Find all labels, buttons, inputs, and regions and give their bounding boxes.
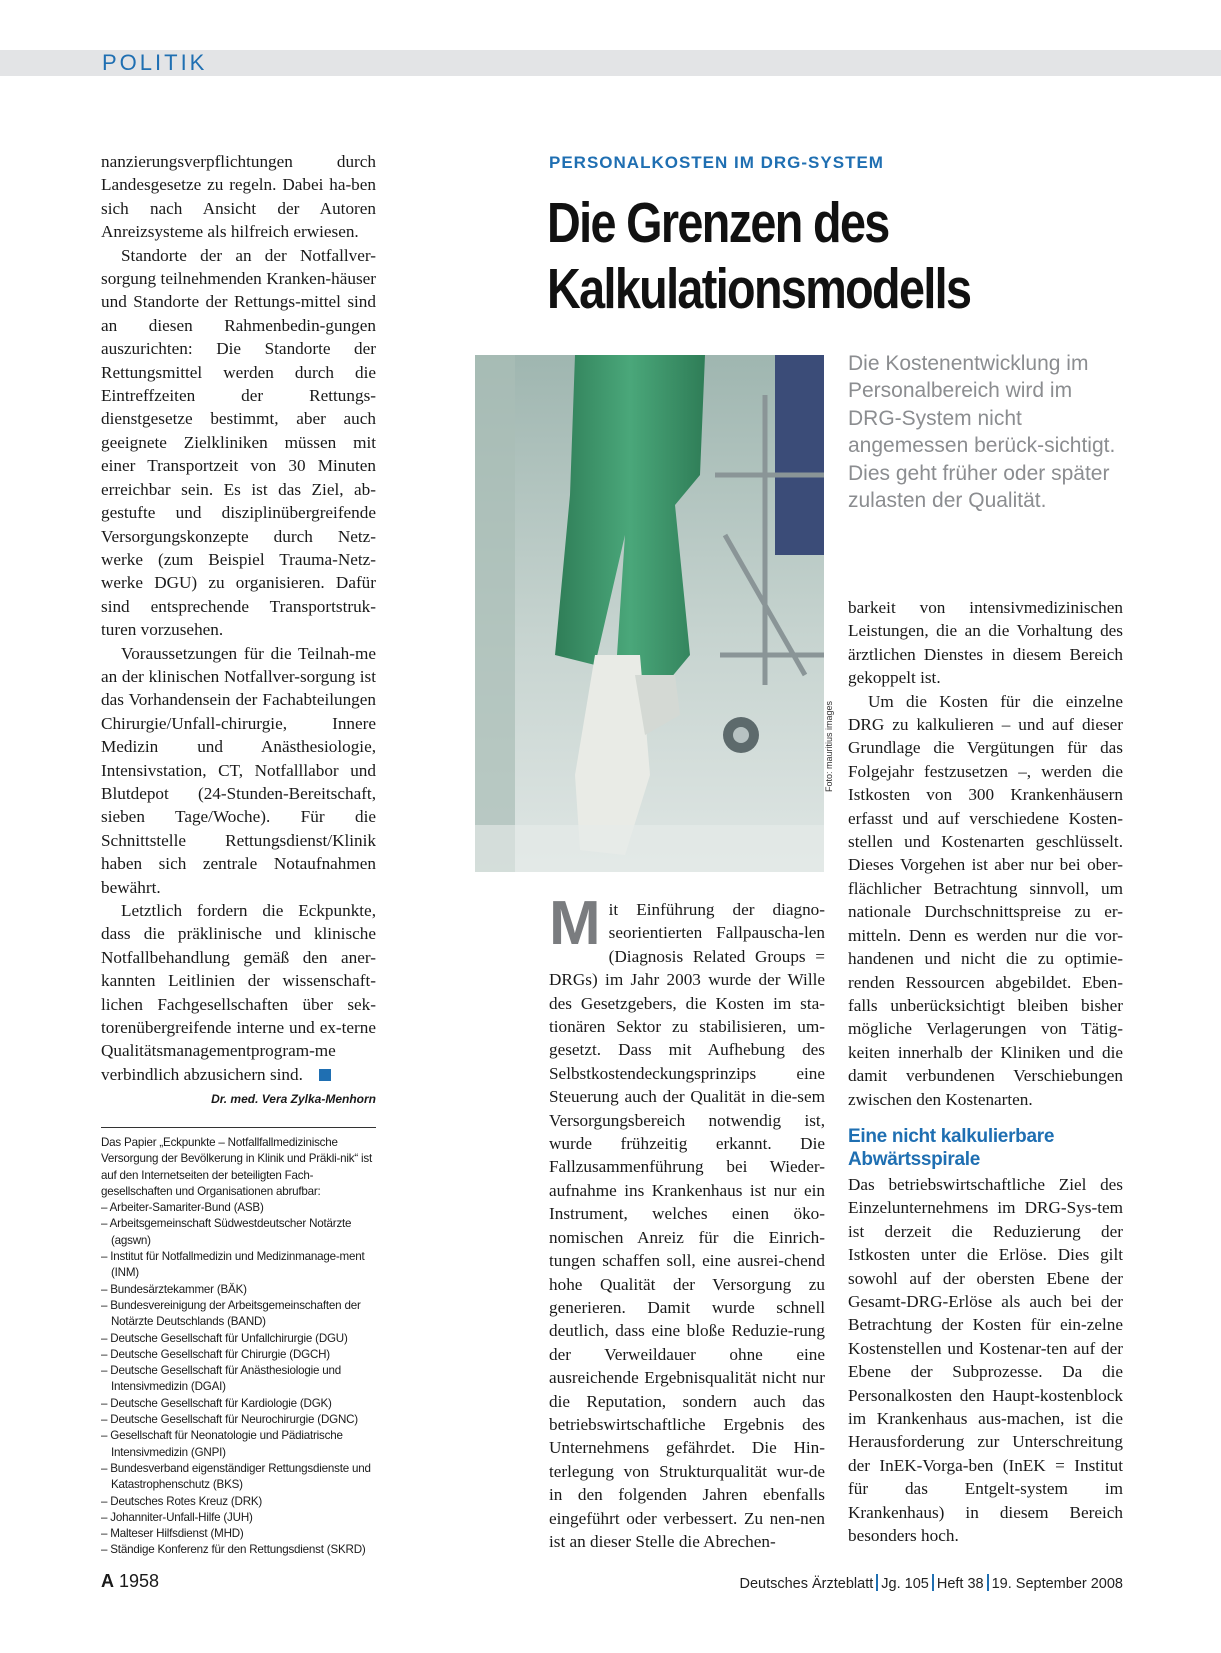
right-paragraph: barkeit von intensivmedizinischen Leistungen, die an die Vorhaltung des ärztlichen Dienstes in diesem Bereich gekoppelt ist. xyxy=(848,598,1123,688)
list-item: – Deutsches Rotes Kreuz (DRK) xyxy=(101,1494,263,1508)
organization-list xyxy=(101,1200,376,1559)
lead-paragraph xyxy=(549,889,825,1553)
list-item: – Bundesärztekammer (BÄK) xyxy=(101,1282,247,1296)
list-item: – Arbeiter-Samariter-Bund (ASB) xyxy=(101,1201,264,1215)
box-divider xyxy=(101,1127,376,1128)
page-prefix: A xyxy=(101,1571,114,1591)
list-item: – Bundesvereinigung der Arbeitsgemeinschaften der Notärzte Deutschlands (BAND) xyxy=(101,1298,361,1329)
article-kicker: PERSONALKOSTEN IM DRG-SYSTEM xyxy=(549,153,884,172)
footer-separator xyxy=(987,1574,989,1591)
footer-separator xyxy=(932,1574,934,1591)
section-subheading: Eine nicht kalkulierbare Abwärtsspirale xyxy=(848,1125,1055,1170)
headline-line: Kalkulationsmodells xyxy=(547,257,971,321)
list-item: – Deutsche Gesellschaft für Anästhesiologie und Intensivmedizin (DGAI) xyxy=(101,1364,342,1394)
author-byline: Dr. med. Vera Zylka-Menhorn xyxy=(211,1092,376,1107)
headline-line: Die Grenzen des xyxy=(547,191,889,255)
list-item: – Johanniter-Unfall-Hilfe (JUH) xyxy=(101,1510,253,1524)
journal-date: 19. September 2008 xyxy=(991,1576,1123,1592)
footer-separator xyxy=(876,1574,878,1591)
article-photo xyxy=(475,355,824,872)
journal-volume: Jg. 105 xyxy=(881,1576,929,1592)
list-item: – Ständige Konferenz für den Rettungsdienst (SKRD) xyxy=(101,1543,366,1557)
left-paragraph-text: Letztlich fordern die Eckpunkte, dass die präklinische und klinische Notfallbehandlung gemäß den aner-kannten Leitlinien der wissenschaft-lichen Fachgesellschaften über sek-torenübergreifende interne und ex-terne Qualitätsmanagementprogram-me verbindlich abzusichern sind. xyxy=(101,901,376,1084)
list-item: – Deutsche Gesellschaft für Chirurgie (DGCH) xyxy=(101,1347,330,1361)
list-item: – Bundesverband eigenständiger Rettungsdienste und Katastrophenschutz (BKS) xyxy=(101,1461,371,1492)
middle-column xyxy=(549,889,825,1553)
left-paragraph: nanzierungsverpflichtungen durch Landesgesetze zu regeln. Dabei ha-ben sich nach Ansicht der Autoren Anreizsysteme als hilfreich erwiesen. xyxy=(101,152,376,242)
list-item: – Institut für Notfallmedizin und Medizinmanage-ment (INM) xyxy=(101,1250,365,1280)
list-item: – Deutsche Gesellschaft für Neurochirurgie (DGNC) xyxy=(101,1413,358,1427)
journal-footer xyxy=(739,1574,1123,1592)
list-item: – Deutsche Gesellschaft für Kardiologie (DGK) xyxy=(101,1396,332,1410)
drop-cap: M xyxy=(549,889,601,958)
right-column xyxy=(848,596,1123,1547)
right-paragraph: Um die Kosten für die einzelne DRG zu kalkulieren – und auf dieser Grundlage die Vergütungen für das Folgejahr festzusetzen –, werden die Istkosten von 300 Krankenhäusern erfasst und auf verschiedene Kosten-stellen und Kostenarten geschlüsselt. Dieses Vorgehen ist aber nur bei ober-flächlicher Betrachtung sinnvoll, um nationale Durchschnittspreise zu er-mitteln. Denn es werden nur die vor-handenen und nicht die zu optimie-renden Ressourcen abgebildet. Eben-falls unberücksichtigt bleiben bisher mögliche Verlagerungen von Tätig-keiten innerhalb der Kliniken und die damit verbundenen Verschiebungen zwischen den Kostenarten. xyxy=(848,691,1123,1109)
page-number-value: 1958 xyxy=(119,1571,160,1591)
list-item: – Arbeitsgemeinschaft Südwestdeutscher Notärzte (agswn) xyxy=(101,1217,352,1247)
article-headline xyxy=(547,190,1039,322)
list-item: – Deutsche Gesellschaft für Unfallchirurgie (DGU) xyxy=(101,1331,348,1345)
list-item: – Malteser Hilfsdienst (MHD) xyxy=(101,1527,244,1541)
journal-issue: Heft 38 xyxy=(936,1576,984,1592)
section-label: POLITIK xyxy=(102,50,208,75)
end-mark-icon xyxy=(319,1069,331,1081)
info-box xyxy=(101,1135,376,1559)
journal-name: Deutsches Ärzteblatt xyxy=(739,1576,874,1592)
page-number xyxy=(101,1571,159,1592)
info-box-intro: Das Papier „Eckpunkte – Notfallfallmedizinische Versorgung der Bevölkerung in Klinik und Präkli-nik“ ist auf den Internetseiten der beteiligten Fach-gesellschaften und Organisationen abrufbar: xyxy=(101,1136,373,1198)
left-paragraph-last xyxy=(101,899,376,1086)
article-teaser: Die Kostenentwicklung im Personalbereich wird im DRG-System nicht angemessen berück-sichtigt. Dies geht früher oder später zulasten der Qualität. xyxy=(848,352,1116,513)
photo-credit: Foto: mauritius images xyxy=(824,700,834,792)
left-column xyxy=(101,150,376,1112)
right-paragraph: Das betriebswirtschaftliche Ziel des Einzelunternehmens im DRG-Sys-tem ist derzeit die Reduzierung der Istkosten unter die Erlöse. Dies gilt sowohl auf der obersten Ebene der Gesamt-DRG-Erlöse als auch bei der Betrachtung der Kosten für ein-zelne Kostenstellen und Kostenar-ten auf der Ebene der Subprozesse. Da die Personalkosten den Haupt-kostenblock im Krankenhaus aus-machen, ist die Herausforderung zur Unterschreitung der InEK-Vorga-ben (InEK = Institut für das Entgelt-system im Krankenhaus) in diesem Bereich besonders hoch. xyxy=(848,1174,1123,1546)
left-paragraph: Voraussetzungen für die Teilnah-me an der klinischen Notfallver-sorgung ist das Vorhandensein der Fachabteilungen Chirurgie/Unfall-chirurgie, Innere Medizin und Anästhesiologie, Intensivstation, CT, Notfalllabor und Blutdepot (24-Stunden-Bereitschaft, sieben Tage/Woche). Für die Schnittstelle Rettungsdienst/Klinik haben sich zentrale Notaufnahmen bewährt. xyxy=(101,643,376,897)
list-item: – Gesellschaft für Neonatologie und Pädiatrische Intensivmedizin (GNPI) xyxy=(101,1429,343,1459)
left-paragraph: Standorte der an der Notfallver-sorgung teilnehmenden Kranken-häuser und Standorte der Rettungs-mittel sind an diesen Rahmenbedin-gungen auszurichten: Die Standorte der Rettungsmittel werden durch die Eintreffzeiten der Rettungs-dienstgesetze bestimmt, aber auch geeignete Zielkliniken müssen mit einer Transportzeit von 30 Minuten erreichbar sein. Es ist das Ziel, ab-gestufte und disziplinübergreifende Versorgungskonzepte durch Netz-werke (zum Beispiel Trauma-Netz-werke DGU) zu organisieren. Dafür sind entsprechende Transportstruk-turen vorzusehen. xyxy=(101,245,376,640)
lead-text: it Einführung der diagno-seorientierten Fallpauscha-len (Diagnosis Related Groups = DRGs) im Jahr 2003 wurde der Wille des Gesetzgebers, die Kosten im sta-tionären Sektor zu stabilisieren, um-gesetzt. Dass mit Aufhebung des Selbstkostendeckungsprinzips eine Steuerung auch der Qualität in die-sem Versorgungsbereich notwendig ist, wurde frühzeitig erkannt. Die Fallzusammenführung bei Wieder-aufnahme ins Krankenhaus ist nur ein Instrument, welches einen öko-nomischen Anreiz für die Einrich-tungen schaffen soll, eine ausrei-chend hohe Qualität der Versorgung zu generieren. Damit wurde schnell deutlich, dass eine bloße Reduzie-rung der Verweildauer ohne eine ausreichende Ergebnisqualität nicht nur die Reputation, sondern auch das betriebswirtschaftliche Ergebnis des Unternehmens gefährdet. Die Hin-terlegung von Strukturqualität wur-de in den folgenden Jahren ebenfalls eingeführt oder verbessert. Zu nen-nen ist an dieser Stelle die Abrechen- xyxy=(549,900,825,1551)
